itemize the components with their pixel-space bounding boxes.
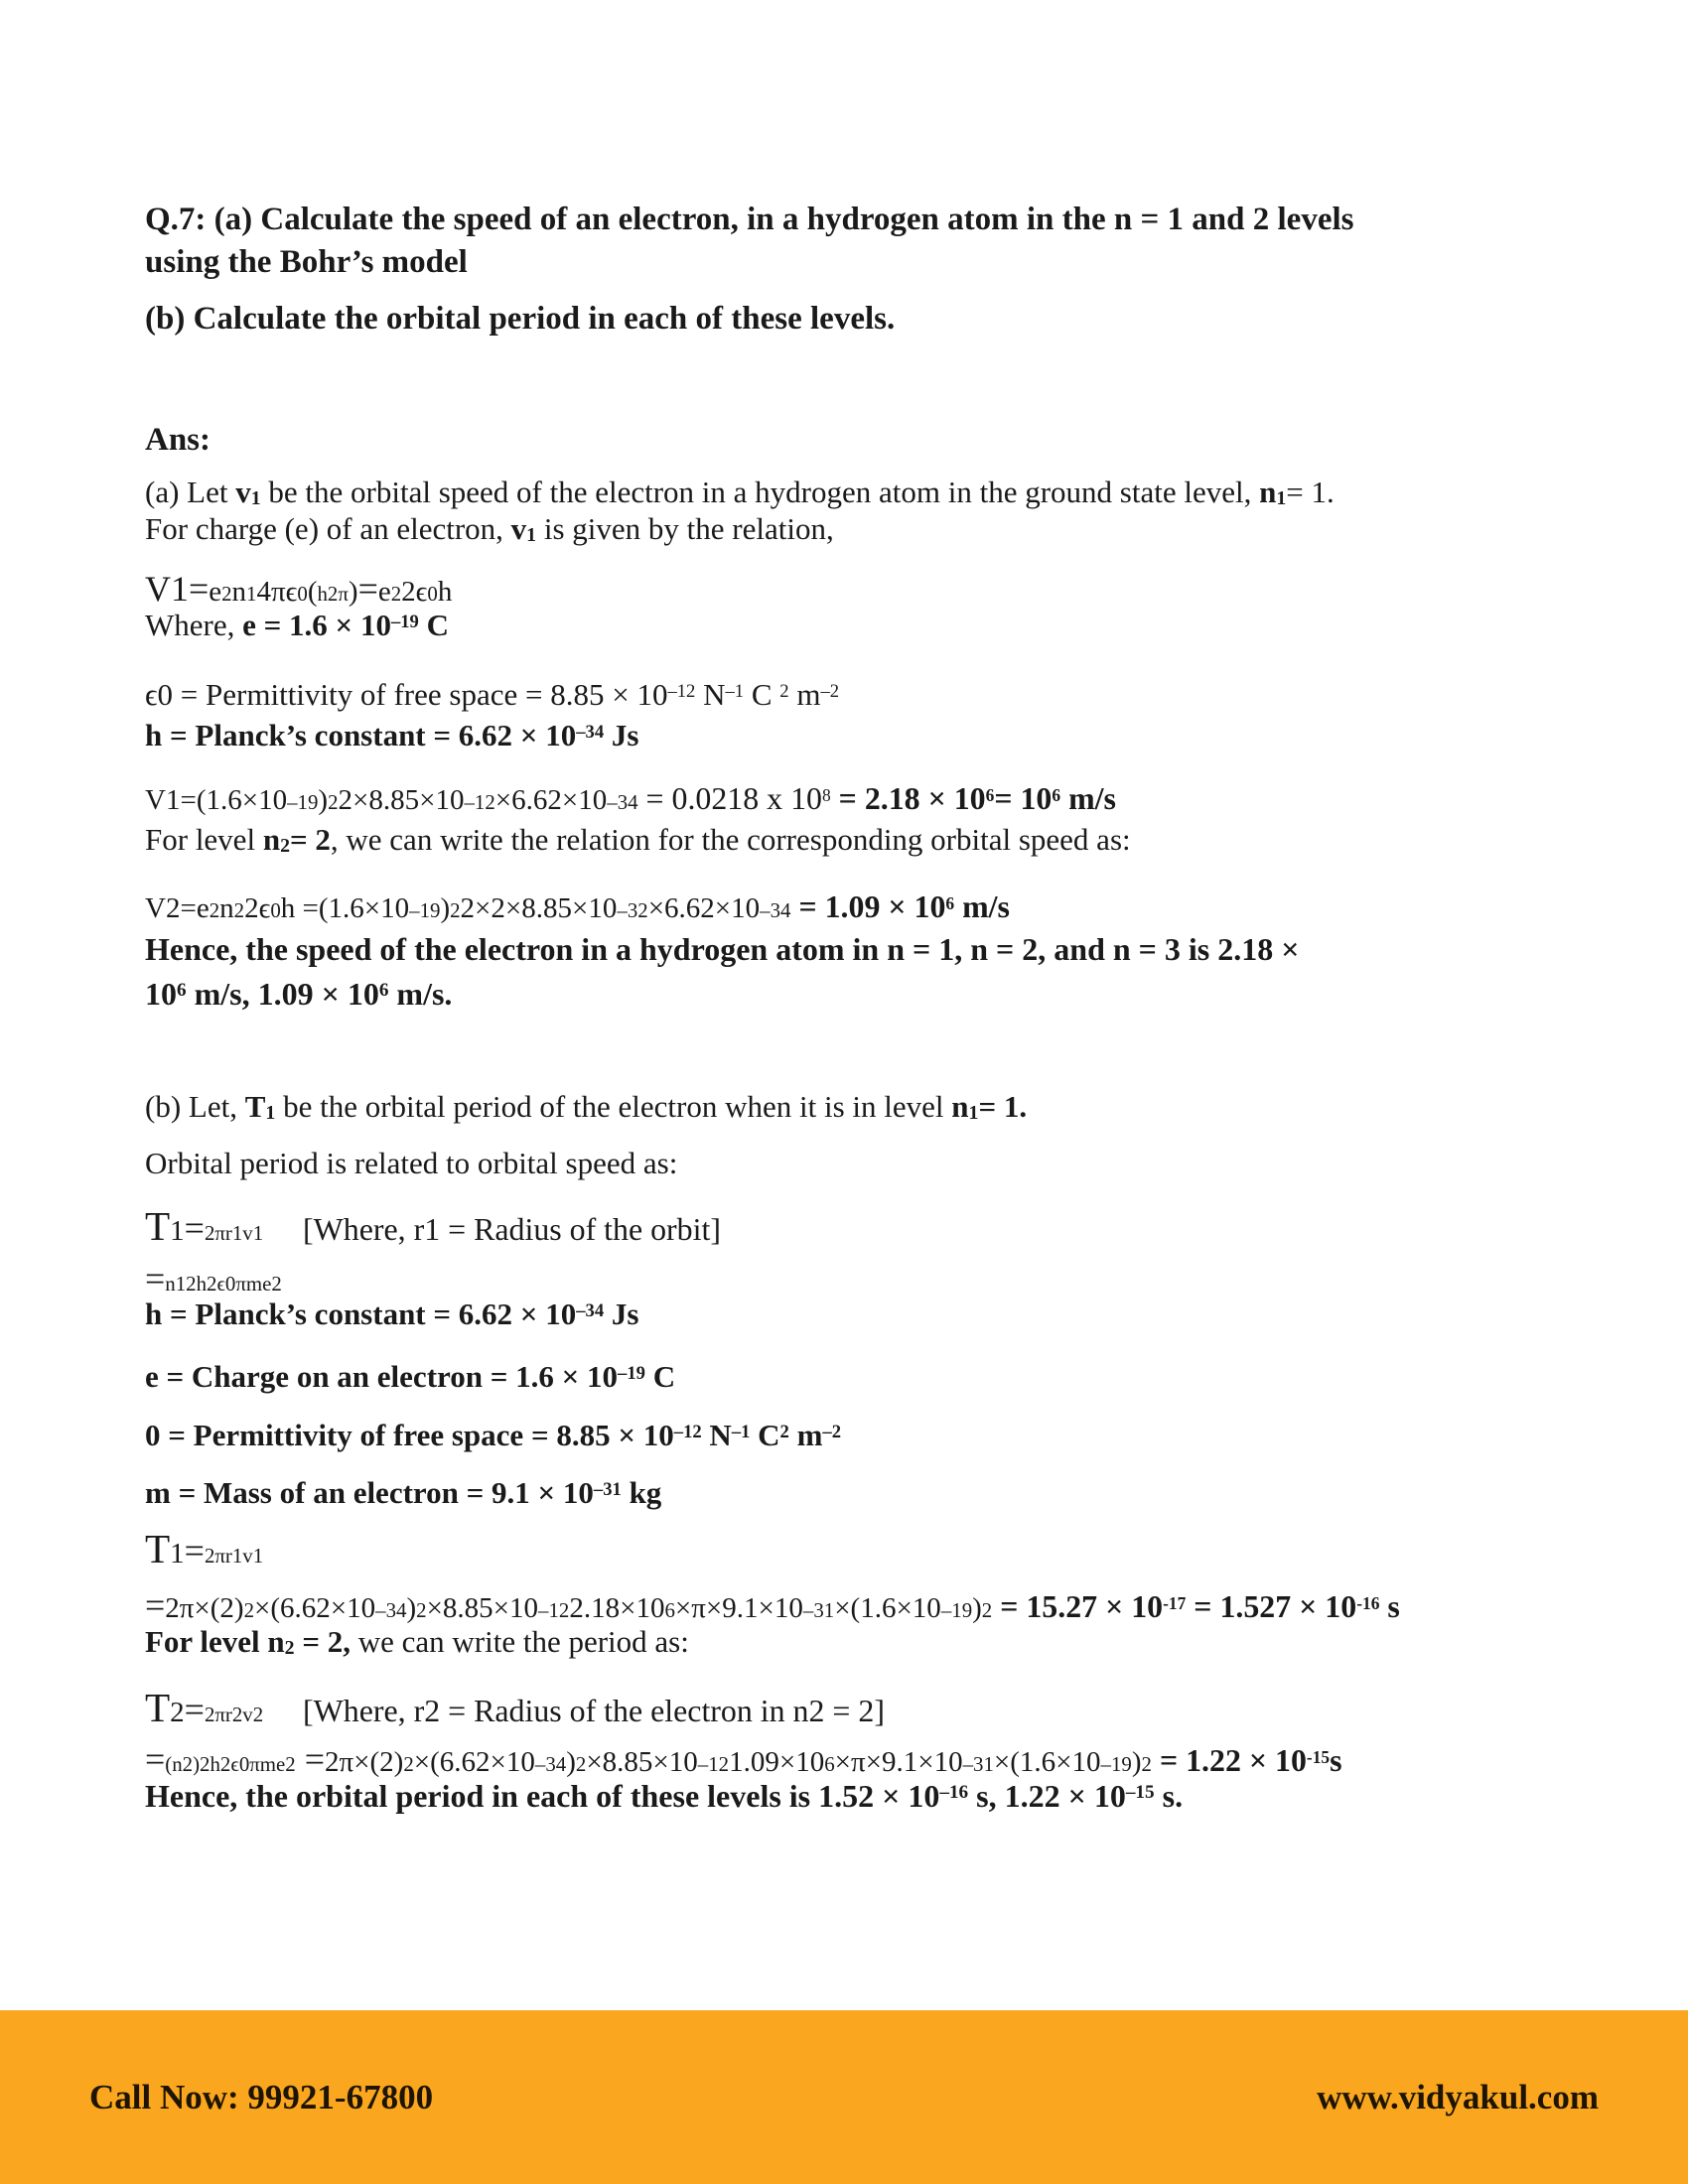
- formula-v1-numeric: V1=(1.6×10–19)22×8.85×10–12×6.62×10–34 = 0.0218 x $10^8 = 2.18 \times 10^6= 10^6$ m/s: [145, 781, 1116, 816]
- question-part-b: (b) Calculate the orbital period in each of these levels.: [145, 301, 896, 337]
- footer-phone: Call Now: 99921-67800: [89, 2077, 434, 2116]
- where-e-value: Where, $e = 1.6 \times 10^{-19}$ C: [145, 608, 449, 642]
- answer-a-intro-line-2: For charge (e) of an electron, v1 is given by the relation,: [145, 511, 834, 547]
- formula-t1-expanded: =n12h2ϵ0πme2: [145, 1259, 282, 1298]
- formula-t2-numeric: $=(n2)2h2\epsilon 0\pi me2 =2\pi\times(2)2\times(6.62\times 10-34)2\times 8.85\times 10-121.09\times 106\times\pi\times 9.1\times 10-31\times(1.6\times 10-19)2 = 1.22 \times 10^{-15}s$: [145, 1739, 1342, 1779]
- answer-label: Ans:: [145, 422, 211, 458]
- formula-t2-symbolic: T2=2πr2v2 [Where, r2 = Radius of the electron in n2 = 2]: [145, 1685, 885, 1730]
- formula-v2-numeric: $V2=e2n22\epsilon 0h =(1.6\times 10-19)22\times 2\times 8.85\times 10-32\times 6.62\times 10-34 = 1.09 \times 10^6$ m/s: [145, 889, 1010, 924]
- answer-b-intro: (b) Let, T1 be the orbital period of the electron when it is in level n1= 1.: [145, 1089, 1028, 1125]
- formula-t1-symbolic-2: T1=2πr1v1: [145, 1526, 264, 1571]
- for-level-n2-period: For level n2 = 2, we can write the period as:: [145, 1624, 689, 1660]
- electron-mass-value: m = Mass of an electron = $9.1 \times 10^{-31}$ kg: [145, 1475, 662, 1510]
- footer: [0, 2010, 1688, 2184]
- hence-speed-line-2: $10^6$ m/s, $1.09 \times 10^6$ m/s.: [145, 976, 453, 1012]
- formula-t1-symbolic: T1=2πr1v1 [Where, r1 = Radius of the orbit]: [145, 1203, 721, 1249]
- formula-v1-symbolic: V1=e2n14πϵ0(h2π)=e22ϵ0h: [145, 569, 453, 609]
- for-level-n2-speed: For level n2= 2, we can write the relation for the corresponding orbital speed as:: [145, 822, 1131, 858]
- question-line-2: using the Bohr’s model: [145, 244, 468, 280]
- answer-a-intro-line-1: (a) Let v1 be the orbital speed of the electron in a hydrogen atom in the ground state level, n1= 1.: [145, 475, 1335, 510]
- planck-constant-value-2: h = Planck’s constant = $6.62 \times 10^{-34}$ Js: [145, 1297, 639, 1331]
- electron-charge-value: e = Charge on an electron = $1.6 \times 10^{-19}$ C: [145, 1359, 676, 1394]
- epsilon0-value-2: 0 = Permittivity of free space = $8.85 \times 10^{-12}$ $N^{-1}$ $C^2$ $m^{-2}$: [145, 1418, 842, 1452]
- orbital-relation-text: Orbital period is related to orbital speed as:: [145, 1146, 678, 1180]
- planck-constant-value: h = Planck’s constant = $6.62 \times 10^{-34}$ Js: [145, 718, 639, 752]
- question-line-1: Q.7: (a) Calculate the speed of an electron, in a hydrogen atom in the n = 1 and 2 levels: [145, 202, 1354, 237]
- footer-website: www.vidyakul.com: [1317, 2077, 1599, 2116]
- hence-speed-line-1: Hence, the speed of the electron in a hydrogen atom in n = 1, n = 2, and n = 3 is 2.18 ×: [145, 931, 1300, 967]
- epsilon0-value: ϵ0 = Permittivity of free space = $8.85 \times 10^{-12}$ $N^{-1}$ C $^2$ $m^{-2}$: [145, 677, 840, 712]
- formula-t1-numeric: $=2\pi\times(2)2\times(6.62\times 10-34)2\times 8.85\times 10-122.18\times 106\times\pi\times 9.1\times 10-31\times(1.6\times 10-19)2 = 15.27 \times 10^{-17} = 1.527 \times 10^{-16}$ s: [145, 1585, 1400, 1625]
- hence-period-line: Hence, the orbital period in each of these levels is $1.52 \times 10^{-16}$ s, $1.22 \times 10^{-15}$ s.: [145, 1778, 1184, 1814]
